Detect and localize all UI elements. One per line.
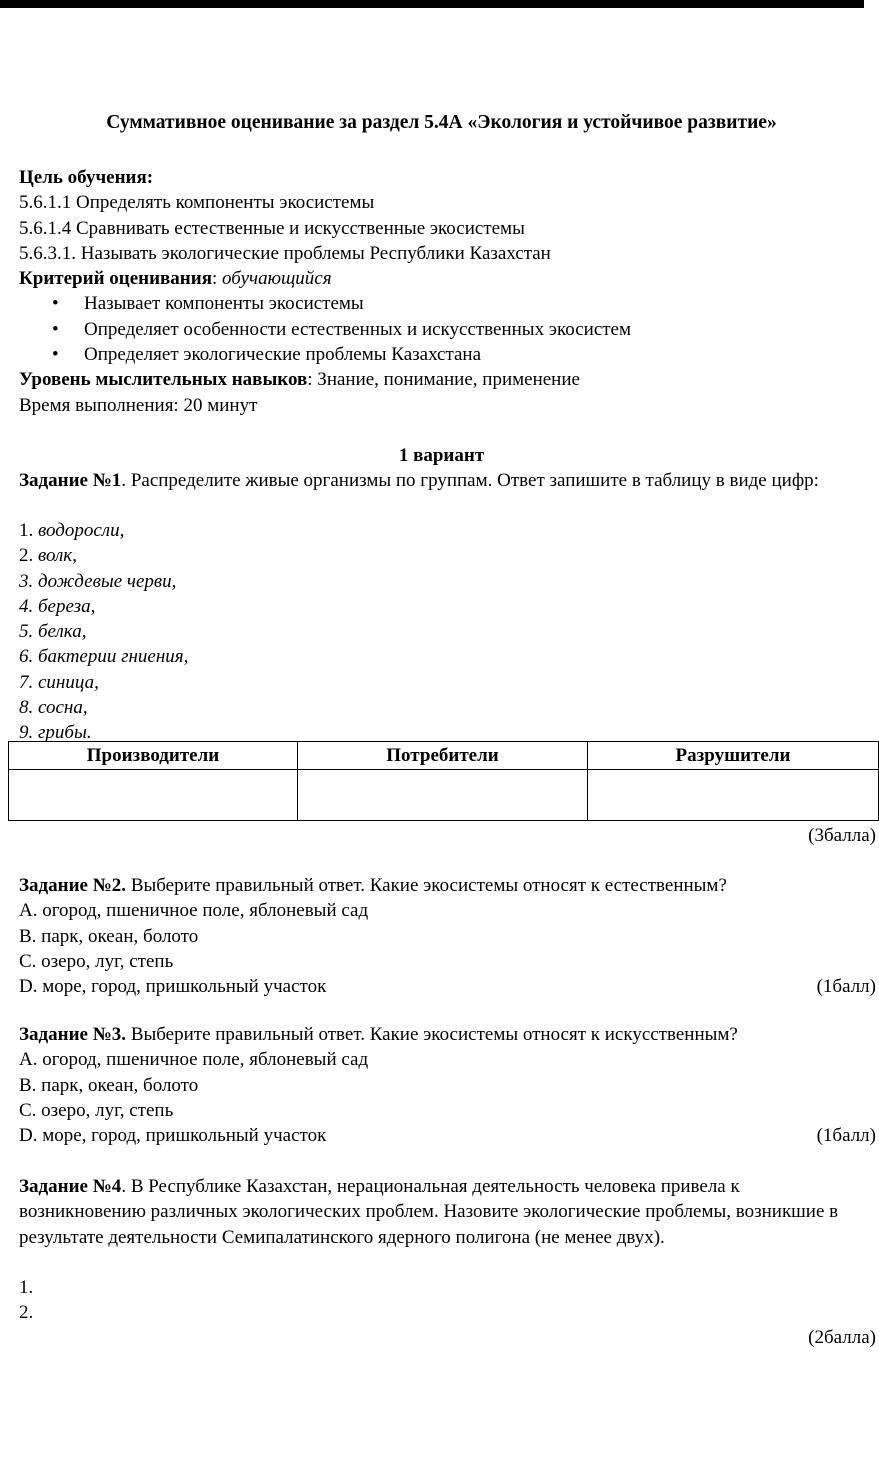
list-item: 8. сосна, — [19, 697, 88, 719]
task4-label: Задание №4 — [19, 1176, 122, 1197]
task3-score: (1балл) — [816, 1125, 876, 1146]
task3-prompt: Задание №3. Выберите правильный ответ. Какие экосистемы относят к искусственным? — [19, 1024, 738, 1045]
task1-prompt: Задание №1. Распределите живые организмы по группам. Ответ запишите в таблицу в виде цифр: — [19, 470, 819, 491]
answer-line[interactable]: 2. — [19, 1302, 34, 1324]
consumers-answer-cell[interactable] — [298, 770, 588, 821]
answer-option[interactable]: D. море, город, пришкольный участок — [19, 976, 327, 998]
task1-score: (3балла) — [808, 825, 876, 846]
task1-organism-list — [19, 518, 864, 746]
header-producers: Производители — [9, 742, 298, 770]
answer-option[interactable]: B. парк, океан, болото — [19, 925, 199, 947]
header-consumers: Потребители — [298, 742, 588, 770]
task3 — [19, 1022, 864, 1148]
answer-option[interactable]: A. огород, пшеничное поле, яблоневый сад — [19, 1049, 369, 1071]
goal-item: 5.6.3.1. Называть экологические проблемы Республики Казахстан — [19, 242, 551, 264]
bullet-icon: • — [52, 293, 59, 315]
answer-table — [8, 741, 879, 821]
bullet-icon: • — [52, 344, 59, 366]
producers-answer-cell[interactable] — [9, 770, 298, 821]
list-item: 4. береза, — [19, 595, 96, 617]
learning-goals — [19, 165, 864, 418]
header-decomposers: Разрушители — [588, 742, 879, 770]
list-item: 9. грибы. — [19, 722, 92, 744]
task2 — [19, 873, 864, 999]
variant-heading: 1 вариант — [398, 445, 485, 466]
list-item: 3. дождевые черви, — [19, 570, 177, 592]
criteria-value: обучающийся — [222, 268, 332, 290]
task2-prompt: Задание №2. Выберите правильный ответ. Какие экосистемы относят к естественным? — [19, 875, 727, 896]
goal-heading: Цель обучения: — [19, 167, 154, 188]
list-item: 7. синица, — [19, 671, 99, 693]
answer-option[interactable]: A. огород, пшеничное поле, яблоневый сад — [19, 900, 369, 922]
criteria-bullet: • Определяет экологические проблемы Казахстана — [19, 342, 864, 367]
answer-option[interactable]: D. море, город, пришкольный участок — [19, 1125, 327, 1147]
list-item: 1. водоросли, — [19, 520, 125, 541]
goal-item: 5.6.1.4 Сравнивать естественные и искусственные экосистемы — [19, 217, 525, 239]
list-item: 2. волк, — [19, 545, 77, 567]
bullet-icon: • — [52, 318, 59, 340]
task4-score: (2балла) — [808, 1327, 876, 1348]
task4-answers — [19, 1275, 864, 1326]
task3-label: Задание №3. — [19, 1024, 127, 1045]
skills-label: Уровень мыслительных навыков — [19, 369, 308, 391]
decomposers-answer-cell[interactable] — [588, 770, 879, 821]
table-row — [9, 770, 879, 821]
list-item: 5. белка, — [19, 621, 87, 643]
criteria-bullet: • Определяет особенности естественных и искусственных экосистем — [19, 317, 864, 342]
top-edge-bar — [0, 0, 864, 8]
criteria-line: Критерий оценивания: обучающийся — [19, 268, 332, 290]
task1-label: Задание №1 — [19, 470, 122, 491]
answer-line[interactable]: 1. — [19, 1277, 34, 1298]
task4-prompt: Задание №4. В Республике Казахстан, нерациональная деятельность человека привела к возникновению различных экологических проблем. Назовите экологические проблемы, возникшие в результате деятельности Семипалатинского ядерного полигона (не менее двух). — [19, 1176, 839, 1248]
time-line: Время выполнения: 20 минут — [19, 394, 258, 416]
skills-line: Уровень мыслительных навыков: Знание, понимание, применение — [19, 369, 580, 391]
criteria-bullet: • Называет компоненты экосистемы — [19, 291, 864, 316]
answer-option[interactable]: C. озеро, луг, степь — [19, 1099, 174, 1121]
criteria-label: Критерий оценивания — [19, 268, 212, 290]
table-header-row — [9, 742, 879, 770]
document-title: Суммативное оценивание за раздел 5.4А «Экология и устойчивое развитие» — [106, 112, 777, 133]
answer-option[interactable]: B. парк, океан, болото — [19, 1074, 199, 1096]
goal-item: 5.6.1.1 Определять компоненты экосистемы — [19, 192, 375, 214]
answer-option[interactable]: C. озеро, луг, степь — [19, 950, 174, 972]
task2-label: Задание №2. — [19, 875, 127, 896]
list-item: 6. бактерии гниения, — [19, 646, 189, 668]
task2-score: (1балл) — [816, 976, 876, 997]
